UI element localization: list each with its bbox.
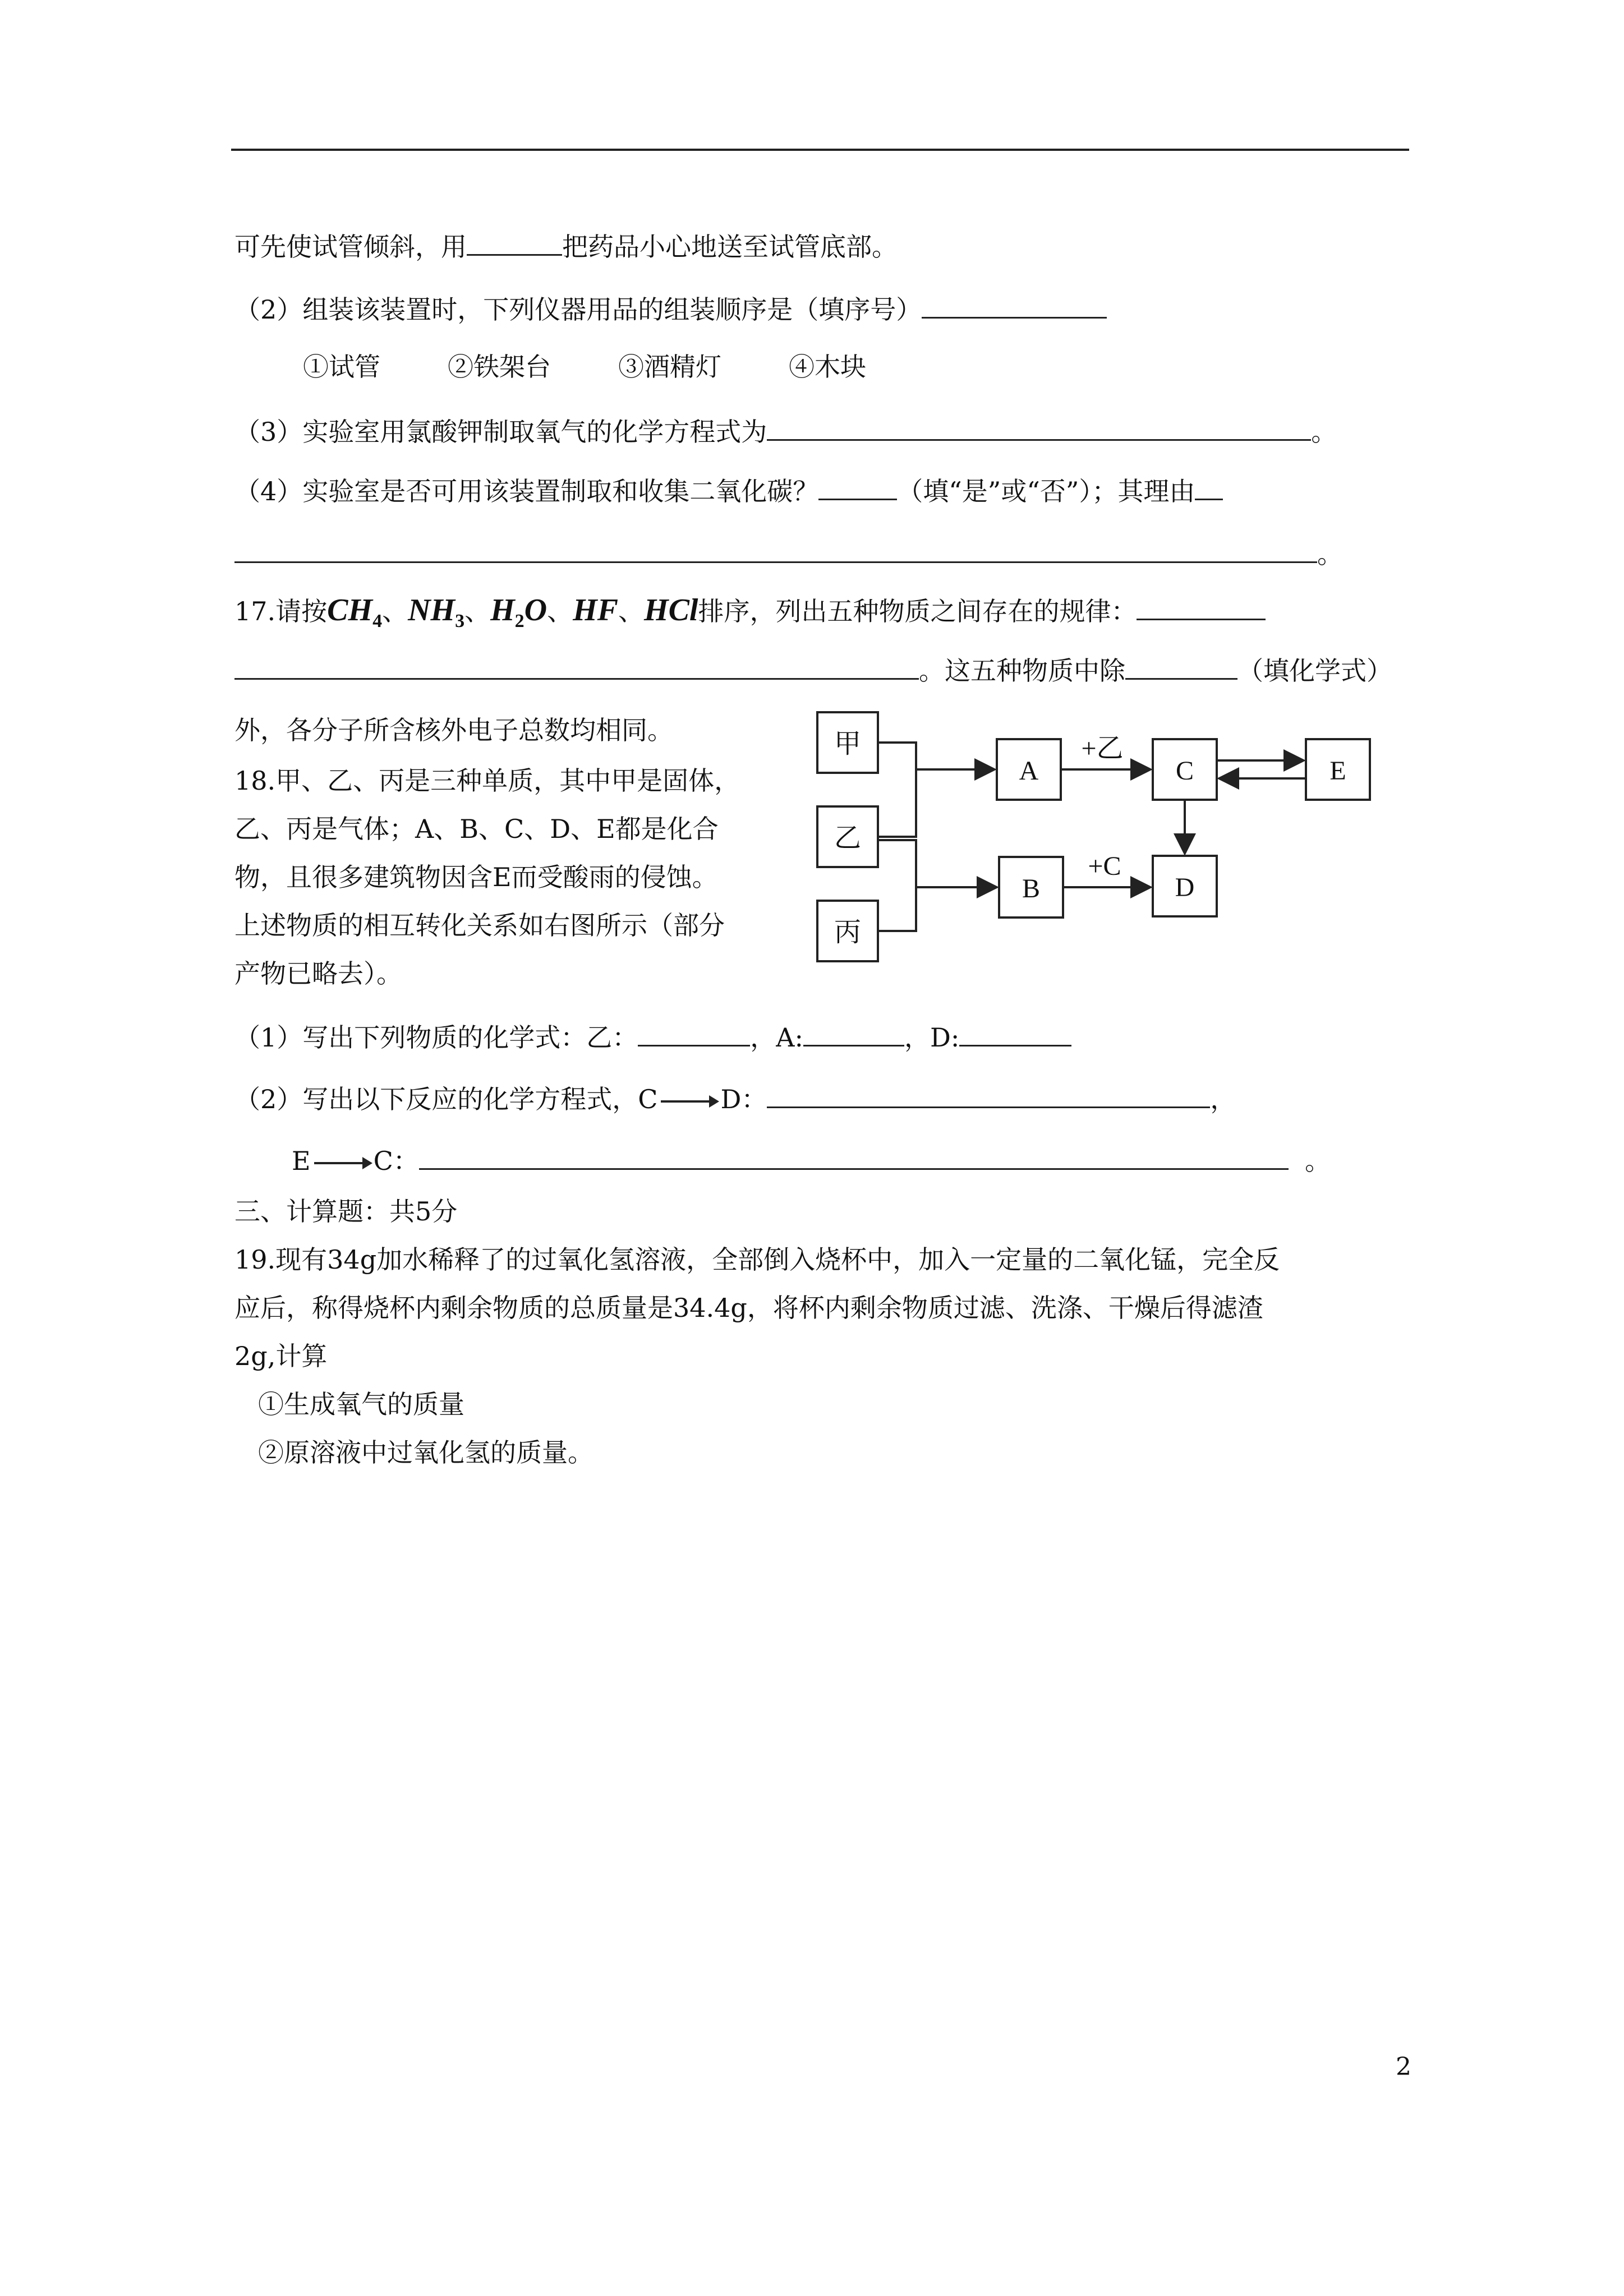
answer-blank[interactable] xyxy=(638,1022,750,1046)
text: （填“是”或“否”）；其理由 xyxy=(897,476,1195,506)
answer-blank[interactable] xyxy=(818,476,897,500)
text: ，A: xyxy=(750,1022,803,1053)
question-17-line3: 外，各分子所含核外电子总数均相同。 xyxy=(234,715,673,745)
question-17 xyxy=(234,593,1266,638)
label-jia: 甲 xyxy=(834,729,862,759)
question-4 xyxy=(234,474,1223,508)
text: （2）组装该装置时，下列仪器用品的组装顺序是（填序号） xyxy=(234,294,922,325)
label-bing: 丙 xyxy=(834,918,862,947)
q19-sub2: ②原溶液中过氧化氢的质量。 xyxy=(258,1437,594,1468)
arrow-icon xyxy=(661,1100,717,1103)
text: （2）写出以下反应的化学方程式，C xyxy=(234,1084,658,1114)
text: 17.请按 xyxy=(234,596,328,626)
text: 排序，列出五种物质之间存在的规律： xyxy=(698,596,1137,626)
text: C： xyxy=(373,1146,419,1176)
text: 可先使试管倾斜，用 xyxy=(234,232,467,262)
formula-ch4: $CH_4$ xyxy=(327,593,383,632)
q18-line: 物，且很多建筑物因含E而受酸雨的侵蚀。 xyxy=(234,862,718,892)
answer-blank[interactable] xyxy=(234,656,919,680)
label-plus-c: +C xyxy=(1088,851,1121,881)
answer-blank[interactable] xyxy=(803,1022,904,1046)
text: （1）写出下列物质的化学式：乙： xyxy=(234,1022,638,1053)
answer-blank[interactable] xyxy=(922,294,1107,319)
sep: 、 xyxy=(547,596,573,626)
label-E: E xyxy=(1329,756,1346,786)
answer-blank[interactable] xyxy=(1137,596,1266,620)
answer-blank[interactable] xyxy=(959,1022,1071,1046)
text: 把药品小心地送至试管底部。 xyxy=(562,232,898,262)
label-B: B xyxy=(1022,874,1041,903)
answer-blank[interactable] xyxy=(767,1084,1210,1108)
formula-nh3: $NH_3$ xyxy=(408,593,465,632)
reaction-diagram xyxy=(816,711,1377,980)
options-line xyxy=(303,350,866,384)
q19-line: 19.现有34g加水稀释了的过氧化氢溶液，全部倒入烧杯中，加入一定量的二氧化锰，完全反 xyxy=(234,1244,1280,1275)
text: 。这五种物质中除 xyxy=(919,656,1125,686)
arrow-icon xyxy=(314,1162,370,1164)
answer-blank[interactable] xyxy=(1125,656,1237,680)
page-number: 2 xyxy=(1396,2053,1411,2081)
label-A: A xyxy=(1019,756,1039,786)
formula-h2o: $H_2O$ xyxy=(490,593,548,632)
text: （3）实验室用氯酸钾制取氧气的化学方程式为 xyxy=(234,417,767,447)
q18-line: 18.甲、乙、丙是三种单质，其中甲是固体， xyxy=(234,766,740,796)
text: ，D: xyxy=(904,1022,960,1053)
question-3 xyxy=(234,415,1337,449)
text-line xyxy=(234,230,898,264)
label-D: D xyxy=(1175,873,1195,902)
option-3: ③酒精灯 xyxy=(618,352,721,382)
question-17-line2 xyxy=(234,654,1392,688)
text: （填化学式） xyxy=(1237,656,1392,686)
q19-line: 应后，称得烧杯内剩余物质的总质量是34.4g，将杯内剩余物质过滤、洗涤、干燥后得滤渣 xyxy=(234,1293,1263,1323)
section-3-title: 三、计算题：共5分 xyxy=(234,1196,458,1227)
text: 。 xyxy=(1305,1146,1331,1176)
q18-line: 上述物质的相互转化关系如右图所示（部分 xyxy=(234,910,725,940)
text: 。 xyxy=(1311,417,1337,447)
text: D： xyxy=(720,1084,767,1114)
question-2 xyxy=(234,293,1107,326)
text: 。 xyxy=(1317,539,1343,569)
label-yi: 乙 xyxy=(834,823,862,853)
text: （4）实验室是否可用该装置制取和收集二氧化碳？ xyxy=(234,476,819,506)
answer-blank[interactable] xyxy=(1195,476,1223,500)
q19-sub1: ①生成氧气的质量 xyxy=(258,1389,464,1419)
formula-hf: HF xyxy=(573,593,619,628)
q19-line: 2g,计算 xyxy=(234,1341,328,1371)
sep: 、 xyxy=(464,596,491,626)
answer-blank[interactable] xyxy=(767,417,1311,441)
text: E xyxy=(292,1146,311,1176)
q18-line: 乙、丙是气体；A、B、C、D、E都是化合 xyxy=(234,814,719,844)
text: ， xyxy=(1210,1084,1236,1114)
label-plus-yi: +乙 xyxy=(1081,734,1124,763)
question-4-line2 xyxy=(234,537,1343,571)
answer-blank[interactable] xyxy=(467,232,562,256)
header-rule xyxy=(231,149,1409,151)
answer-blank[interactable] xyxy=(234,539,1317,563)
sep: 、 xyxy=(618,596,645,626)
option-2: ②铁架台 xyxy=(448,352,551,382)
q18-part2 xyxy=(234,1082,1236,1116)
option-1: ①试管 xyxy=(303,352,380,382)
answer-blank[interactable] xyxy=(419,1146,1289,1170)
formula-hcl: HCl xyxy=(644,593,698,628)
option-4: ④木块 xyxy=(789,352,866,382)
q18-part2-line2 xyxy=(292,1144,1331,1178)
sep: 、 xyxy=(382,596,408,626)
q18-part1 xyxy=(234,1021,1071,1054)
label-C: C xyxy=(1175,756,1194,786)
q18-line: 产物已略去）。 xyxy=(234,958,402,989)
